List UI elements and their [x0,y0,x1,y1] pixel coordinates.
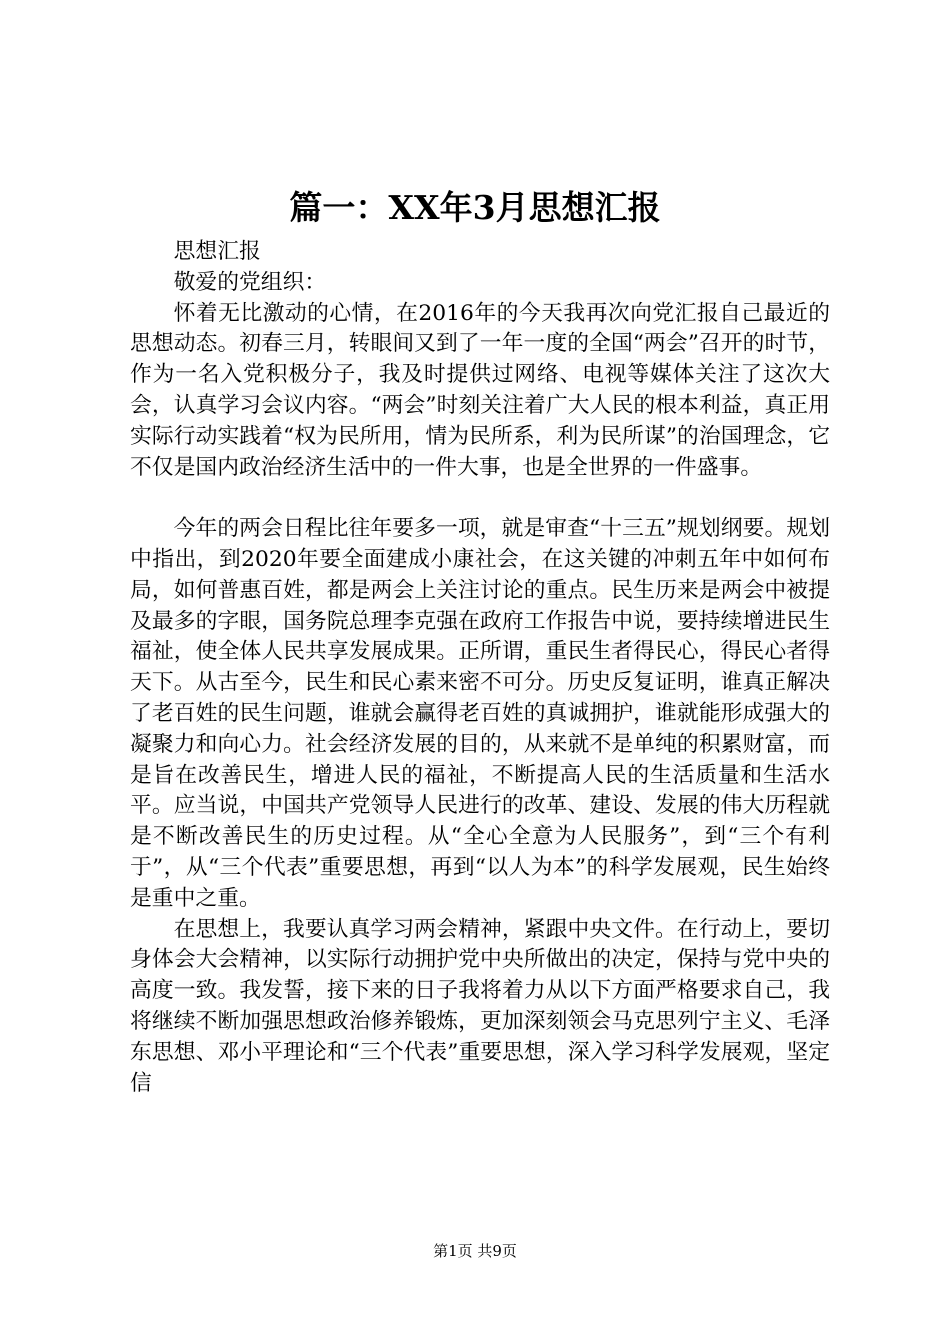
page-footer: 第1页 共9页 [433,1242,517,1260]
paragraph-2: 今年的两会日程比往年要多一项，就是审查“十三五”规划纲要。规划中指出，到2020年要全面建成小康社会，在这关键的冲刺五年中如何布局，如何普惠百姓，都是两会上关注讨论的重点。民生历来是两会中被提及最多的字眼，国务院总理李克强在政府工作报告中说，要持续增进民生福祉，使全体人民共享发展成果。正所谓，重民生者得民心，得民心者得天下。从古至今，民生和民心素来密不可分。历史反复证明，谁真正解决了老百姓的民生问题，谁就会赢得老百姓的真诚拥护，谁就能形成强大的凝聚力和向心力。社会经济发展的目的，从来就不是单纯的积累财富，而是旨在改善民生，增进人民的福祉，不断提高人民的生活质量和生活水平。应当说，中国共产党领导人民进行的改革、建设、发展的伟大历程就是不断改善民生的历史过程。从“全心全意为人民服务”，到“三个有利于”，从“三个代表”重要思想，再到“以人为本”的科学发展观，民生始终是重中之重。 [130,516,830,911]
paragraph-salutation: 敬爱的党组织： [173,269,327,295]
document-title: 篇一：XX年3月思想汇报 [289,188,661,227]
paragraph-heading: 思想汇报 [173,239,261,264]
paragraph-3: 在思想上，我要认真学习两会精神，紧跟中央文件。在行动上，要切身体会大会精神，以实际行动拥护党中央所做出的决定，保持与党中央的高度一致。我发誓，接下来的日子我将着力从以下方面严格要求自己，我将继续不断加强思想政治修养锻炼，更加深刻领会马克思列宁主义、毛泽东思想、邓小平理论和“三个代表”重要思想，深入学习科学发展观，坚定信 [130,916,830,1096]
paragraph-1: 怀着无比激动的心情，在2016年的今天我再次向党汇报自己最近的思想动态。初春三月，转眼间又到了一年一度的全国“两会”召开的时节，作为一名入党积极分子，我及时提供过网络、电视等媒体关注了这次大会，认真学习会议内容。“两会”时刻关注着广大人民的根本利益，真正用实际行动实践着“权为民所用，情为民所系，利为民所谋”的治国理念，它不仅是国内政治经济生活中的一件大事，也是全世界的一件盛事。 [130,300,830,480]
document-body [130,237,830,1099]
